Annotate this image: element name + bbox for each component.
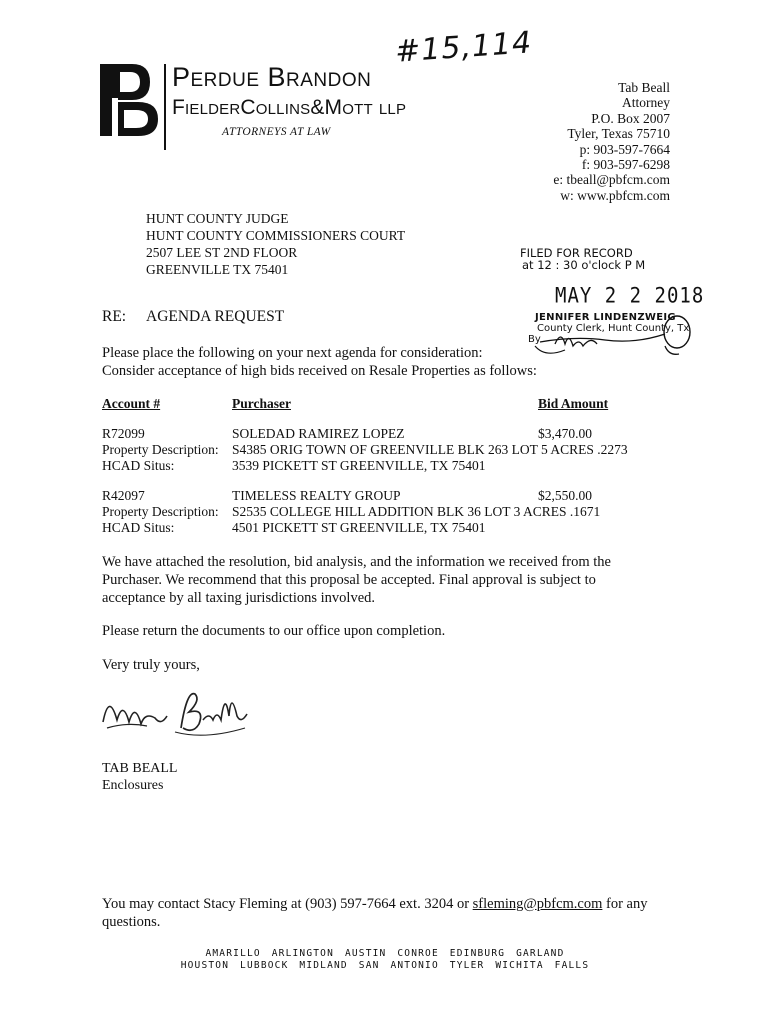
row1-description: S4385 ORIG TOWN OF GREENVILLE BLK 263 LOT 5 ACRES .2273: [232, 442, 628, 457]
header-bid-amount: Bid Amount: [538, 396, 609, 411]
recipient-line4: GREENVILLE TX 75401: [146, 262, 289, 277]
enclosures: Enclosures: [102, 778, 164, 793]
letterhead-divider: [164, 64, 166, 150]
stamp-clerk-name: JENNIFER LINDENZWEIG: [535, 312, 676, 323]
signer-block: [102, 760, 177, 794]
row2-description: S2535 COLLEGE HILL ADDITION BLK 36 LOT 3 ACRES .1671: [232, 504, 601, 519]
intro-line2: Consider acceptance of high bids received on Resale Properties as follows:: [102, 362, 537, 379]
office-cities-line1: AMARILLO ARLINGTON AUSTIN CONROE EDINBURG GARLAND: [205, 948, 565, 959]
stamp-county: County Clerk, Hunt County, Tx: [537, 323, 690, 334]
row2-purchaser: TIMELESS REALTY GROUP: [232, 488, 401, 503]
attorney-title: Attorney: [622, 95, 670, 111]
row1-situs-label: HCAD Situs:: [102, 458, 175, 473]
footer-contact-line2: questions.: [102, 914, 161, 930]
para1-line2: Purchaser. We recommend that this proposal be accepted. Final approval is subject to: [102, 572, 596, 588]
pb-logo-icon: [98, 62, 162, 138]
closing: Very truly yours,: [102, 657, 200, 673]
stamp-date: MAY 2 2 2018: [555, 283, 705, 309]
recipient-line2: HUNT COUNTY COMMISSIONERS COURT: [146, 228, 406, 243]
row1-situs: 3539 PICKETT ST GREENVILLE, TX 75401: [232, 458, 486, 473]
firm-name-line1: Perdue Brandon: [172, 62, 372, 92]
intro-text: [102, 345, 537, 380]
footer-contact: [102, 895, 682, 931]
row1-bid: $3,470.00: [538, 426, 592, 441]
footer-contact-prefix: You may contact Stacy Fleming at (903) 597-7664 ext. 3204 or: [102, 896, 470, 912]
office-cities-line2: HOUSTON LUBBOCK MIDLAND SAN ANTONIO TYLER WICHITA FALLS: [180, 960, 590, 971]
signer-name: TAB BEALL: [102, 761, 178, 776]
stamp-signature-icon: [515, 310, 695, 362]
phone: p: 903-597-7664: [579, 141, 670, 157]
body-paragraph-2: Please return the documents to our office upon completion.: [102, 623, 446, 639]
city-state-zip: Tyler, Texas 75710: [567, 126, 670, 142]
re-subject: AGENDA REQUEST: [146, 308, 285, 325]
row1-description-label: Property Description:: [102, 442, 219, 457]
footer-contact-suffix: for any: [606, 896, 648, 912]
para1-line3: acceptance by all taxing jurisdictions involved.: [102, 590, 376, 606]
re-label: RE:: [102, 308, 127, 325]
fax: f: 903-597-6298: [581, 157, 670, 173]
stamp-time: at 12 : 30 o'clock P M: [522, 258, 646, 272]
handwritten-reference-number: #15,114: [393, 25, 534, 70]
recipient-line3: 2507 LEE ST 2ND FLOOR: [146, 245, 298, 260]
stamp-by: By: [528, 334, 541, 345]
firm-name-line2: FielderCollins&Mott llp: [172, 96, 407, 119]
row1-purchaser: SOLEDAD RAMIREZ LOPEZ: [232, 426, 405, 441]
header-purchaser: Purchaser: [232, 396, 291, 411]
signature-icon: [95, 682, 265, 752]
recipient-line1: HUNT COUNTY JUDGE: [146, 211, 289, 226]
row2-bid: $2,550.00: [538, 488, 592, 503]
row2-situs: 4501 PICKETT ST GREENVILLE, TX 75401: [232, 520, 486, 535]
attorney-contact-block: [553, 80, 670, 203]
row2-description-label: Property Description:: [102, 504, 219, 519]
intro-line1: Please place the following on your next agenda for consideration:: [102, 345, 483, 361]
row1-account: R72099: [102, 426, 145, 441]
body-paragraph-1: [102, 553, 662, 607]
email-link[interactable]: e: tbeall@pbfcm.com: [553, 172, 670, 188]
header-account: Account #: [102, 396, 161, 411]
footer-email-link[interactable]: sfleming@pbfcm.com: [472, 896, 603, 912]
po-box: P.O. Box 2007: [591, 110, 670, 126]
stamp-filed-for-record: FILED FOR RECORD: [520, 246, 633, 260]
para1-line1: We have attached the resolution, bid analysis, and the information we received from the: [102, 554, 611, 570]
row2-situs-label: HCAD Situs:: [102, 520, 175, 535]
attorney-name: Tab Beall: [618, 80, 670, 95]
footer-contact-line1: [102, 895, 682, 913]
row2-account: R42097: [102, 488, 145, 503]
recipient-address: [146, 210, 405, 278]
website-link[interactable]: w: www.pbfcm.com: [560, 187, 670, 203]
firm-tagline: ATTORNEYS AT LAW: [222, 126, 331, 138]
